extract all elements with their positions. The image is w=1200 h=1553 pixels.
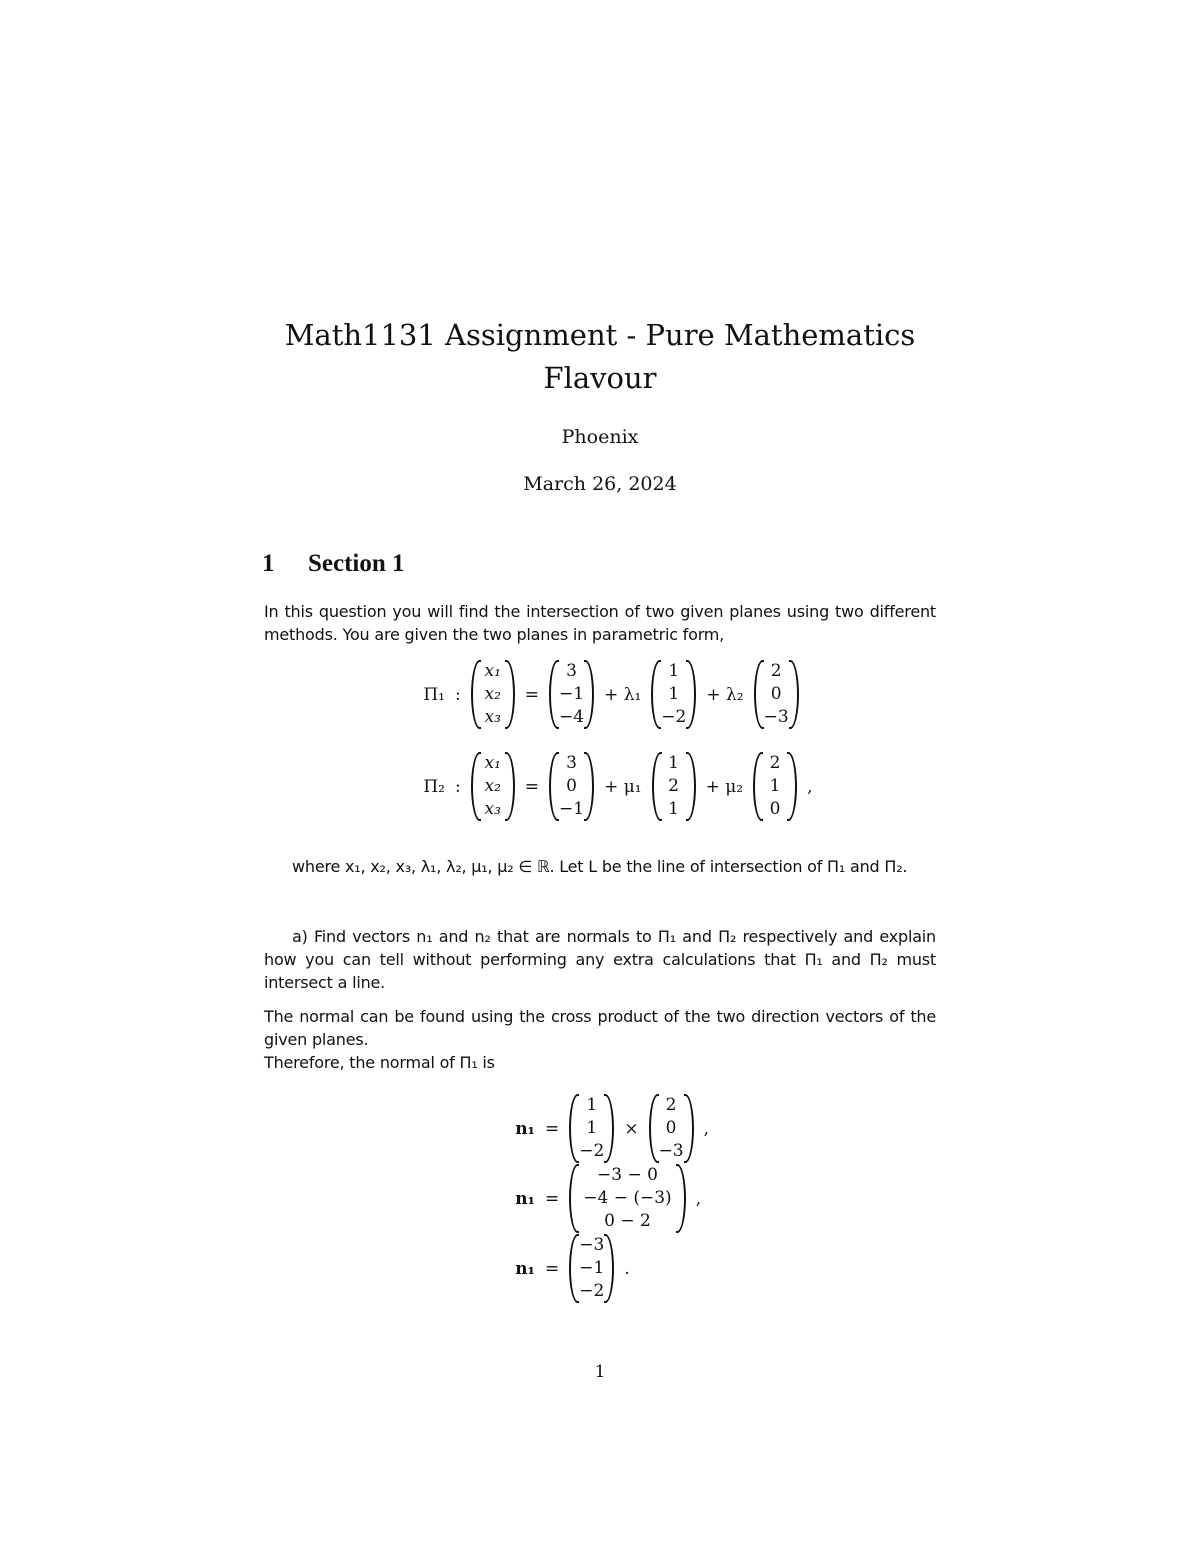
lambda-1: + λ₁ — [604, 684, 642, 705]
author: Phoenix — [561, 426, 639, 448]
point-vector: 3 0 −1 — [549, 752, 594, 821]
direction-vector-2: 2 0 −3 — [754, 660, 799, 729]
mu-1: + μ₁ — [604, 776, 642, 797]
section-number: 1 — [262, 550, 275, 577]
question-a: a) Find vectors n₁ and n₂ that are normals to Π₁ and Π₂ respectively and explain how you can tell without performing any extra calculations that Π₁ and Π₂ must intersect a line. — [264, 927, 936, 992]
section-heading — [262, 550, 405, 578]
title-line-1: Math1131 Assignment - Pure Mathematics — [284, 318, 916, 352]
lambda-2: + λ₂ — [706, 684, 744, 705]
comma: , — [807, 776, 813, 797]
equals: = — [545, 1258, 560, 1279]
where-paragraph: where x₁, x₂, x₃, λ₁, λ₂, μ₁, μ₂ ∈ ℝ. Let L be the line of intersection of Π₁ and Π₂. — [292, 857, 908, 876]
answer-line-1: The normal can be found using the cross product of the two direction vectors of the given planes. — [264, 1007, 936, 1049]
colon: : — [455, 776, 461, 797]
vector-a: 1 1 −2 — [569, 1094, 614, 1163]
equals: = — [524, 684, 539, 705]
section-title: Section 1 — [308, 550, 405, 577]
normal-vector-result: −3 −1 −2 — [569, 1234, 614, 1303]
n1-label: n₁ — [515, 1258, 535, 1279]
title-line-2: Flavour — [543, 361, 657, 395]
lhs-vector: x₁ x₂ x₃ — [471, 660, 515, 729]
direction-vector-2: 2 1 0 — [753, 752, 797, 821]
answer-line-2: Therefore, the normal of Π₁ is — [264, 1053, 495, 1072]
n1-label: n₁ — [515, 1188, 535, 1209]
mu-2: + μ₂ — [705, 776, 744, 797]
normal-step-1 — [470, 1094, 714, 1163]
normal-step-2 — [470, 1164, 706, 1233]
comma: , — [695, 1188, 702, 1209]
colon: : — [455, 684, 461, 705]
page-number: 1 — [594, 1362, 606, 1382]
vector-b: 2 0 −3 — [649, 1094, 694, 1163]
point-vector: 3 −1 −4 — [549, 660, 594, 729]
direction-vector-1: 1 1 −2 — [651, 660, 696, 729]
plane-2-equation — [380, 752, 817, 821]
lhs-vector: x₁ x₂ x₃ — [471, 752, 515, 821]
cross-operator: × — [624, 1118, 639, 1139]
equals: = — [545, 1188, 560, 1209]
intro-paragraph: In this question you will find the intersection of two given planes using two different methods. You are given the two planes in parametric form, — [264, 602, 936, 644]
n1-label: n₁ — [515, 1118, 535, 1139]
equals: = — [524, 776, 539, 797]
comma: , — [703, 1118, 710, 1139]
normal-step-3 — [470, 1234, 635, 1303]
plane-1-equation — [380, 660, 804, 729]
equals: = — [545, 1118, 560, 1139]
plane-2-label: Π₂ — [423, 776, 445, 797]
date: March 26, 2024 — [523, 473, 677, 495]
direction-vector-1: 1 2 1 — [652, 752, 696, 821]
period: . — [624, 1258, 630, 1279]
plane-1-label: Π₁ — [423, 684, 445, 705]
vector-expanded: −3 − 0 −4 − (−3) 0 − 2 — [569, 1164, 685, 1233]
